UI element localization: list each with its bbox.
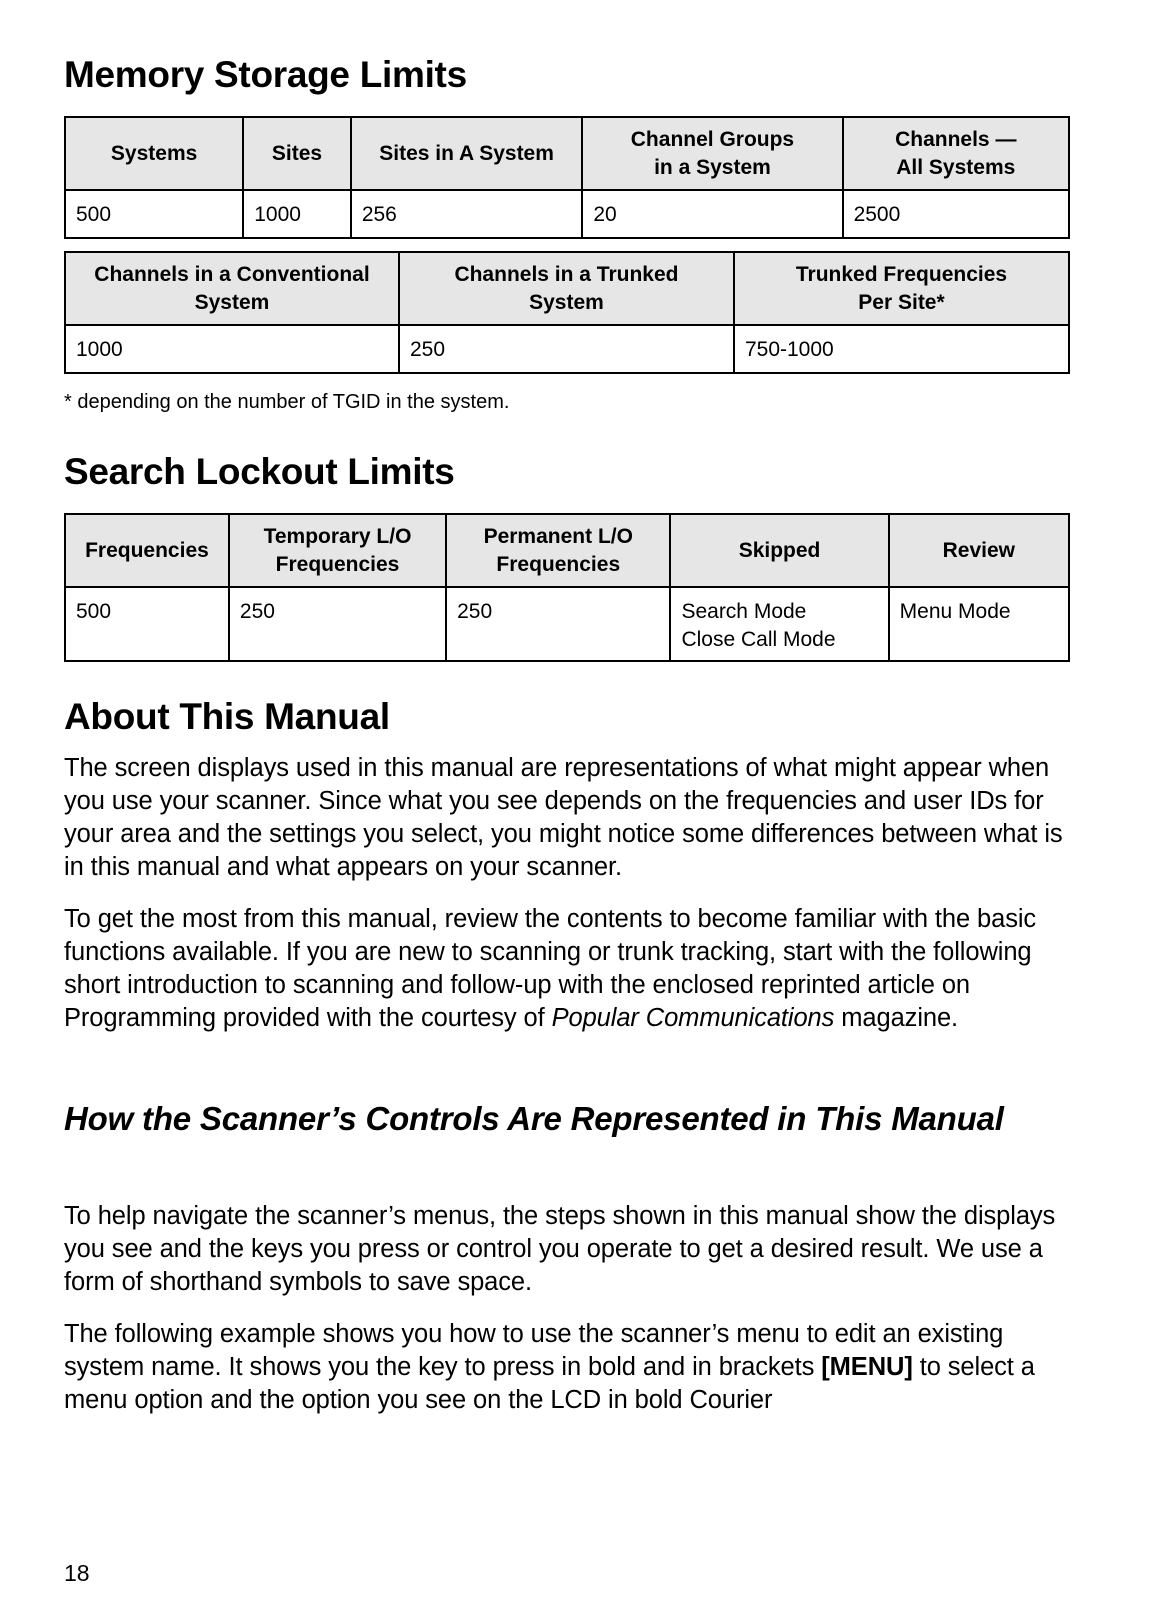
memory-table-1 bbox=[64, 116, 1070, 239]
header-trunked-channels: Channels in a Trunked System bbox=[399, 252, 734, 325]
magazine-name: Popular Communications bbox=[551, 1004, 835, 1032]
footnote: * depending on the number of TGID in the system. bbox=[64, 391, 510, 413]
controls-section bbox=[64, 1200, 1070, 1417]
page-number: 18 bbox=[64, 1560, 90, 1586]
value-sites-in-system: 256 bbox=[351, 190, 583, 238]
controls-p2-end: to select a menu option and the option you see on the LCD in bold Courier bbox=[64, 1353, 1035, 1414]
header-sites: Sites bbox=[243, 117, 351, 190]
value-channels-all-systems: 2500 bbox=[843, 190, 1069, 238]
about-paragraph-2 bbox=[64, 903, 1070, 1035]
controls-p2-text: The following example shows you how to use the scanner’s menu to edit an existing system name. It shows you the key to press in bold and in brackets bbox=[64, 1320, 1004, 1381]
value-channel-groups: 20 bbox=[582, 190, 842, 238]
value-review: Menu Mode bbox=[889, 587, 1069, 661]
search-lockout-title: Search Lockout Limits bbox=[64, 451, 455, 492]
header-conventional-channels: Channels in a Conventional System bbox=[65, 252, 399, 325]
value-permanent-lo: 250 bbox=[446, 587, 670, 661]
header-sites-in-system: Sites in A System bbox=[351, 117, 583, 190]
header-trunked-frequencies: Trunked Frequencies Per Site* bbox=[734, 252, 1069, 325]
header-systems: Systems bbox=[65, 117, 243, 190]
header-skipped: Skipped bbox=[670, 514, 888, 587]
header-temporary-lo: Temporary L/O Frequencies bbox=[229, 514, 446, 587]
value-sites: 1000 bbox=[243, 190, 351, 238]
controls-paragraph-1: To help navigate the scanner’s menus, the steps shown in this manual show the displays you see and the keys you press or control you operate to get a desired result. We use a form of shorthand symbols to save space. bbox=[64, 1202, 1056, 1296]
value-skipped bbox=[670, 587, 888, 661]
header-review: Review bbox=[889, 514, 1069, 587]
skipped-line-1: Search Mode bbox=[681, 600, 807, 623]
controls-title: How the Scanner’s Controls Are Represented in This Manual bbox=[64, 1100, 1004, 1137]
header-permanent-lo: Permanent L/O Frequencies bbox=[446, 514, 670, 587]
skipped-line-2: Close Call Mode bbox=[681, 628, 836, 651]
value-trunked-frequencies: 750-1000 bbox=[734, 325, 1069, 373]
about-section bbox=[64, 752, 1070, 1035]
header-frequencies: Frequencies bbox=[65, 514, 229, 587]
memory-table-2 bbox=[64, 251, 1070, 374]
value-conventional-channels: 1000 bbox=[65, 325, 399, 373]
lockout-table bbox=[64, 513, 1070, 662]
controls-paragraph-2 bbox=[64, 1318, 1070, 1417]
menu-key: [MENU] bbox=[821, 1353, 913, 1381]
value-systems: 500 bbox=[65, 190, 243, 238]
value-temporary-lo: 250 bbox=[229, 587, 446, 661]
header-channel-groups: Channel Groups in a System bbox=[582, 117, 842, 190]
value-frequencies: 500 bbox=[65, 587, 229, 661]
about-manual-title: About This Manual bbox=[64, 696, 390, 737]
about-p2-end: magazine. bbox=[834, 1004, 959, 1032]
memory-storage-title: Memory Storage Limits bbox=[64, 54, 467, 95]
value-trunked-channels: 250 bbox=[399, 325, 734, 373]
about-p2-text: To get the most from this manual, review the contents to become familiar with the basic functions available. If you are new to scanning or trunk tracking, start with the following short introduction to scanning and follow-up with the enclosed reprinted article on Programming provided with the courtesy of bbox=[64, 905, 1037, 1032]
about-paragraph-1: The screen displays used in this manual are representations of what might appear when you use your scanner. Since what you see depends on the frequencies and user IDs for your area and the settings you select, you might notice some differences between what is in this manual and what appears on your scanner. bbox=[64, 754, 1063, 881]
header-channels-all-systems: Channels — All Systems bbox=[843, 117, 1069, 190]
